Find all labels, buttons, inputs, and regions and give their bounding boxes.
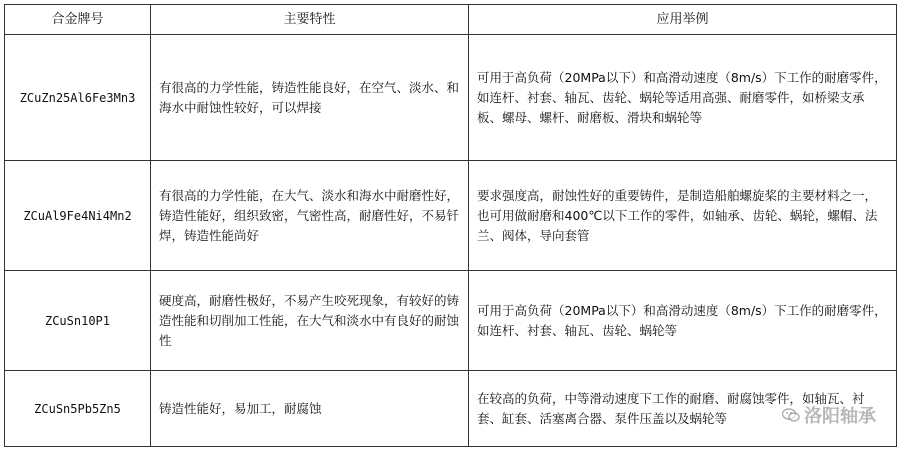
cell-grade: ZCuSn5Pb5Zn5 [5,371,151,447]
table-row [5,271,897,371]
cell-properties: 有很高的力学性能，铸造性能良好，在空气、淡水、和海水中耐蚀性较好，可以焊接 [151,35,469,161]
alloy-table [4,4,897,447]
cell-grade: ZCuAl9Fe4Ni4Mn2 [5,161,151,271]
cell-properties: 铸造性能好，易加工，耐腐蚀 [151,371,469,447]
cell-properties: 硬度高，耐磨性极好，不易产生咬死现象，有较好的铸造性能和切削加工性能，在大气和淡水中有良好的耐蚀性 [151,271,469,371]
watermark-text: 洛阳轴承 [804,406,876,427]
cell-applications: 可用于高负荷（20MPa以下）和高滑动速度（8m/s）下工作的耐磨零件，如连杆、衬套、轴瓦、齿轮、蜗轮等适用高强、耐磨零件，如桥梁支承板、螺母、螺杆、耐磨板、滑块和蜗轮等 [469,35,897,161]
table-row [5,371,897,447]
table-row [5,161,897,271]
table-header-row [5,5,897,35]
cell-grade: ZCuZn25Al6Fe3Mn3 [5,35,151,161]
header-grade: 合金牌号 [5,5,151,35]
cell-grade: ZCuSn10P1 [5,271,151,371]
header-applications: 应用举例 [469,5,897,35]
cell-applications: 在较高的负荷，中等滑动速度下工作的耐磨、耐腐蚀零件，如轴瓦、衬套、缸套、活塞离合器、泵件压盖以及蜗轮等 [469,371,897,447]
table-row [5,35,897,161]
header-properties: 主要特性 [151,5,469,35]
cell-applications: 要求强度高，耐蚀性好的重要铸件，是制造船舶螺旋桨的主要材料之一，也可用做耐磨和400℃以下工作的零件，如轴承、齿轮、蜗轮，螺帽、法兰、阀体，导向套管 [469,161,897,271]
cell-applications: 可用于高负荷（20MPa以下）和高滑动速度（8m/s）下工作的耐磨零件，如连杆、衬套、轴瓦、齿轮、蜗轮等 [469,271,897,371]
cell-properties: 有很高的力学性能，在大气、淡水和海水中耐磨性好，铸造性能好，组织致密，气密性高，耐磨性好，不易钎焊，铸造性能尚好 [151,161,469,271]
